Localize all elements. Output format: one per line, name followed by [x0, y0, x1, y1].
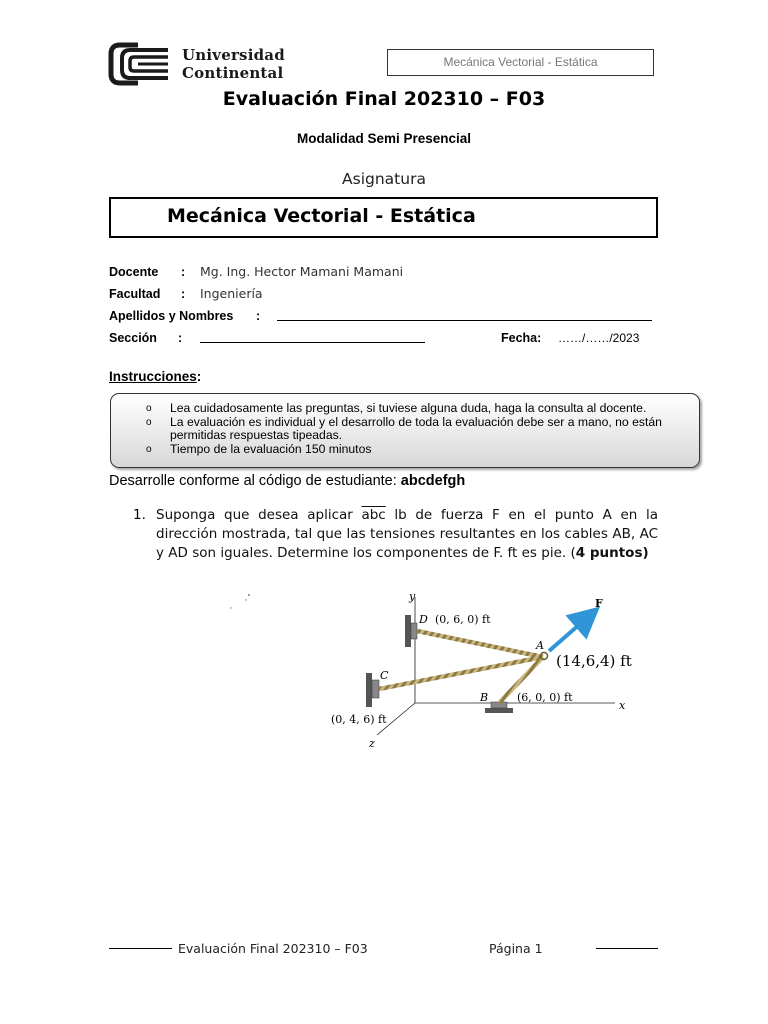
- nombres-colon: :: [256, 309, 261, 323]
- floor-plate-B: [485, 708, 513, 713]
- student-code: abcdefgh: [400, 473, 466, 489]
- facultad-value: Ingeniería: [200, 286, 263, 301]
- docente-colon: :: [181, 265, 186, 279]
- seccion-label: Sección: [109, 331, 157, 345]
- seccion-colon: :: [178, 331, 183, 345]
- exam-modality: Modalidad Semi Presencial: [296, 131, 472, 146]
- point-B-label: B: [480, 691, 489, 704]
- point-C-coord: (0, 4, 6) ft: [331, 713, 387, 726]
- exam-title: Evaluación Final 202310 – F03: [222, 88, 546, 110]
- bullet-icon: o: [146, 403, 152, 414]
- point-A-label: A: [536, 639, 544, 652]
- docente-label: Docente: [109, 265, 159, 279]
- university-logo-icon: [108, 42, 172, 86]
- point-A-coord: (14,6,4) ft: [556, 652, 632, 670]
- university-name-line2: Continental: [182, 64, 284, 82]
- facultad-colon: :: [181, 287, 186, 301]
- student-code-line: [109, 473, 465, 489]
- instruction-item: [146, 443, 694, 457]
- bullet-icon: o: [146, 416, 152, 428]
- question-points: 4 puntos): [575, 545, 649, 561]
- subject-label: Asignatura: [342, 170, 426, 188]
- footer-title: Evaluación Final 202310 – F03: [178, 941, 368, 956]
- question-number: 1.: [133, 507, 146, 523]
- instructions-title-text: Instrucciones: [109, 369, 197, 384]
- footer-left-rule: [109, 948, 172, 949]
- instruction-text: Lea cuidadosamente las preguntas, si tuviese alguna duda, haga la consulta al docente.: [170, 401, 647, 415]
- cable-force-figure: [325, 585, 655, 750]
- university-name: [182, 46, 285, 82]
- stray-marks: [229, 591, 259, 611]
- question-text: [156, 506, 658, 563]
- student-code-prefix: Desarrolle conforme al código de estudiante:: [109, 473, 397, 489]
- instruction-item: [146, 402, 694, 416]
- axis-z-label: z: [369, 737, 375, 750]
- bullet-icon: o: [146, 443, 152, 455]
- nombres-blank-line[interactable]: [277, 320, 652, 321]
- fecha-label: Fecha:: [501, 331, 542, 345]
- point-B-coord: (6, 0, 0) ft: [517, 691, 573, 704]
- cable-AD: [417, 631, 543, 657]
- axis-y-label: y: [409, 590, 416, 603]
- question-text-after: lb de fuerza F en el punto A en la dirección mostrada, tal que las tensiones resultantes en los cables AB, AC y AD son iguales. Determine los componentes de F. ft es pie. (: [156, 507, 658, 561]
- subject-name: Mecánica Vectorial - Estática: [167, 205, 476, 227]
- point-D-coord: (0, 6, 0) ft: [435, 613, 491, 626]
- facultad-label: Facultad: [109, 287, 161, 301]
- axis-x-label: x: [619, 699, 626, 712]
- force-F-arrow: [549, 617, 588, 651]
- nombres-label: Apellidos y Nombres: [109, 309, 234, 323]
- point-D-label: D: [419, 613, 428, 626]
- instruction-item: [146, 416, 694, 443]
- header-course-tag: Mecánica Vectorial - Estática: [387, 49, 654, 76]
- wall-plate-C: [366, 673, 372, 707]
- university-name-line1: Universidad: [182, 46, 285, 64]
- point-C-label: C: [380, 669, 389, 682]
- question-overlined-code: $\overline{abc}$: [361, 507, 386, 523]
- footer-page-number: Página 1: [489, 941, 543, 956]
- seccion-blank-line[interactable]: [200, 342, 425, 343]
- instructions-list: [146, 402, 694, 456]
- docente-value: Mg. Ing. Hector Mamani Mamani: [200, 264, 404, 279]
- question-text-before: Suponga que desea aplicar: [156, 507, 362, 523]
- force-F-label: F: [595, 597, 603, 610]
- instruction-text: La evaluación es individual y el desarrollo de toda la evaluación debe ser a mano, no están permitidas respuestas tipeadas.: [170, 414, 662, 442]
- footer-right-rule: [596, 948, 658, 949]
- wall-plate-D: [405, 615, 411, 647]
- instructions-title: Instrucciones:: [109, 369, 202, 384]
- instruction-text: Tiempo de la evaluación 150 minutos: [170, 441, 372, 456]
- fecha-value: ……/……/2023: [558, 331, 640, 345]
